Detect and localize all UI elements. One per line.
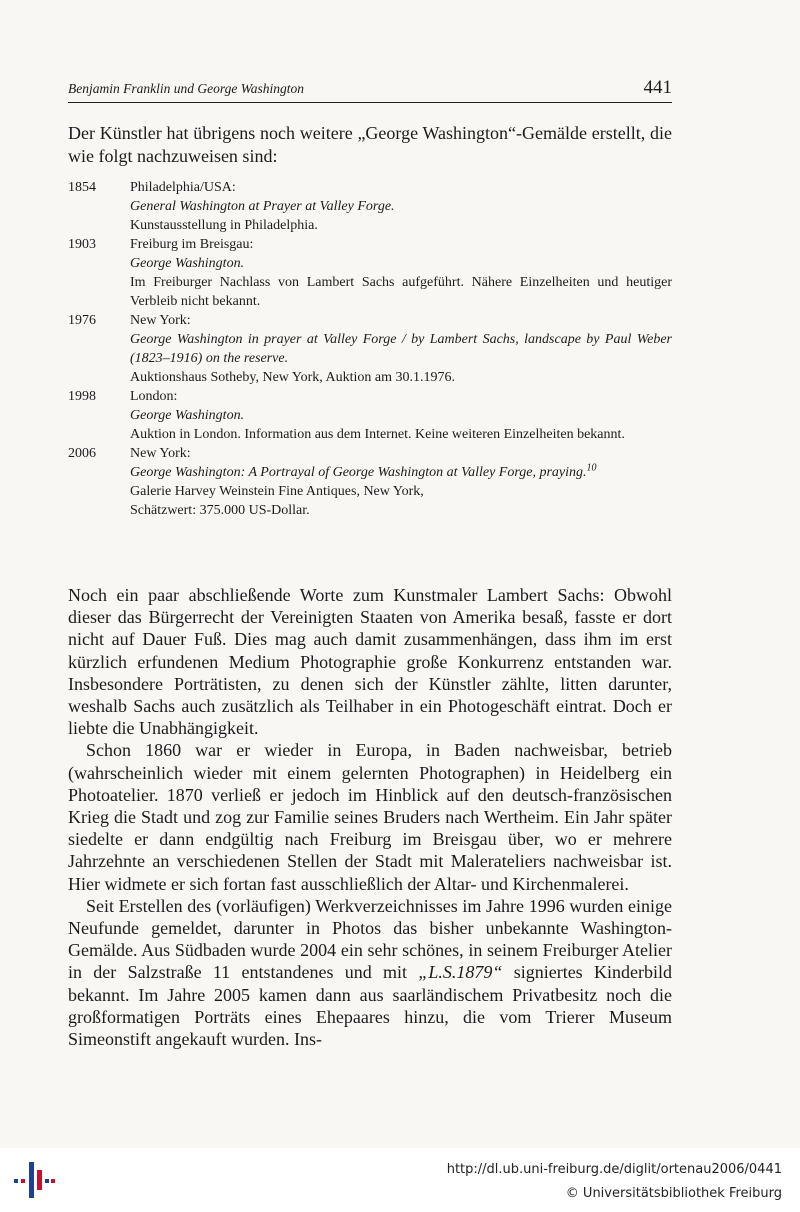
body-text [68, 584, 672, 1050]
entry-place: New York: [130, 313, 191, 328]
entry-work-title-text: George Washington: A Portrayal of George Washington at Valley Forge, praying. [130, 465, 587, 480]
list-item [68, 444, 672, 520]
entry-year: 1903 [68, 237, 96, 252]
viewer-footer [0, 1148, 800, 1212]
page-number: 441 [643, 77, 672, 98]
paragraph-2: Schon 1860 war er wieder in Europa, in Baden nachweisbar, betrieb (wahrscheinlich wieder mit einem gelernten Photographen) in Heidelberg ein Photoatelier. 1870 verließ er jedoch im Hinblick auf den deutsch-französischen Krieg die Stadt und zog zur Familie seines Bruders nach Wertheim. Ein Jahr später siedelte er dann endgültig nach Freiburg im Breisgau über, wo er mehrere Jahrzehnte an verschiedenen Stellen der Stadt mit Malerateliers nachweisbar ist. Hier widmete er sich fortan fast ausschließlich der Altar- und Kirchenmalerei. [68, 740, 672, 894]
list-item [68, 387, 672, 444]
entry-details [130, 444, 672, 520]
entry-note: Kunstausstellung in Philadelphia. [130, 218, 318, 233]
paragraph-3-text-b: signiertes Kinderbild bekannt. Im Jahre 2005 kamen dann aus saarländischem Privatbesitz noch die großformatigen Porträts eines Ehepaares hinzu, die vom Trierer Museum Simeonstift angekauft wurden. Ins- [68, 962, 672, 1050]
paragraph-1: Noch ein paar abschließende Worte zum Kunstmaler Lambert Sachs: Obwohl dieser das Bürgerrecht der Vereinigten Staaten von Amerika besaß, fasste er dort nicht auf Dauer Fuß. Dies mag auch damit zusammenhängen, dass ihm im erst kürzlich erfundenen Medium Photographie große Konkurrenz entstanden war. Insbesondere Porträtisten, zu denen sich der Künstler zählte, litten darunter, weshalb Sachs auch zusätzlich als Teilhaber in ein Photogeschäft eintrat. Doch er liebte die Unabhängigkeit. [68, 585, 672, 739]
entry-year: 1854 [68, 180, 96, 195]
list-item [68, 235, 672, 311]
entry-details [130, 311, 672, 387]
entry-place: Freiburg im Breisgau: [130, 237, 254, 252]
entry-place: Philadelphia/USA: [130, 180, 236, 195]
running-title: Benjamin Franklin und George Washington [68, 81, 304, 96]
copyright-notice: © Universitätsbibliothek Freiburg [565, 1186, 782, 1201]
entry-year: 1976 [68, 313, 96, 328]
signature-quote: „L.S.1879“ [418, 962, 503, 983]
paragraph-3 [68, 895, 672, 1050]
entry-year: 1998 [68, 389, 96, 404]
list-item [68, 311, 672, 387]
entry-details [130, 235, 672, 311]
entry-details [130, 178, 672, 235]
entry-place: London: [130, 389, 178, 404]
entry-work-title: George Washington in prayer at Valley Forge / by Lambert Sachs, landscape by Paul Weber (1823–1916) on the reserve. [130, 332, 672, 366]
entry-place: New York: [130, 446, 191, 461]
entry-work-title [130, 463, 672, 482]
entry-year: 2006 [68, 446, 96, 461]
entry-note: Auktionshaus Sotheby, New York, Auktion am 30.1.1976. [130, 370, 455, 385]
footnote-marker[interactable]: 10 [586, 462, 597, 474]
entry-work-title: George Washington. [130, 256, 245, 271]
painting-list [68, 178, 672, 520]
permalink-link[interactable]: http://dl.ub.uni-freiburg.de/diglit/ortenau2006/0441 [446, 1162, 782, 1177]
entry-note: Im Freiburger Nachlass von Lambert Sachs aufgeführt. Nähere Einzelheiten und heutiger Verbleib nicht bekannt. [130, 275, 672, 309]
running-header [68, 76, 672, 103]
entry-details [130, 387, 672, 444]
entry-note: Auktion in London. Information aus dem Internet. Keine weiteren Einzelheiten bekannt. [130, 427, 625, 442]
list-item [68, 178, 672, 235]
entry-work-title: George Washington. [130, 408, 245, 423]
entry-work-title: General Washington at Prayer at Valley Forge. [130, 199, 395, 214]
paragraph-3-text-a: Seit Erstellen des (vorläufigen) Werkverzeichnisses im Jahre 1996 wurden einige Neufunde gemeldet, darunter in Photos das bisher unbekannte Washington-Gemälde. Aus Südbaden wurde 2004 ein sehr schönes, in seinem Freiburger Atelier in der Salzstraße 11 entstandenes und mit [68, 895, 672, 983]
entry-note: Galerie Harvey Weinstein Fine Antiques, New York, [130, 484, 424, 499]
entry-note-estimate: Schätzwert: 375.000 US-Dollar. [130, 503, 310, 518]
library-logo-icon [12, 1160, 56, 1200]
intro-paragraph: Der Künstler hat übrigens noch weitere „George Washington“-Gemälde erstellt, die wie folgt nachzuweisen sind: [68, 123, 672, 166]
